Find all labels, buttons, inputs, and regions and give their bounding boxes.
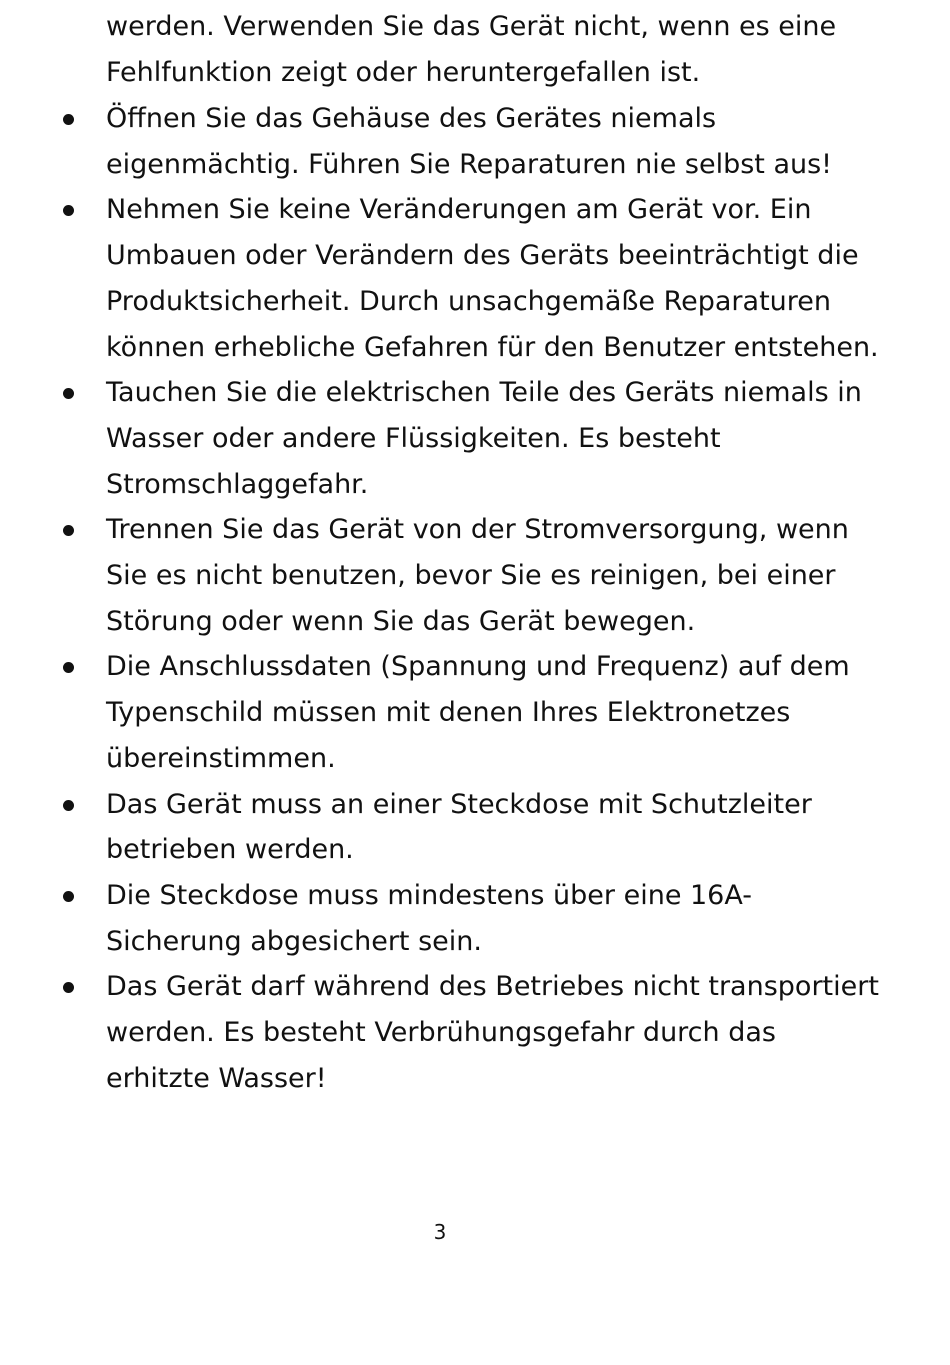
list-item-text: Die Anschlussdaten (Spannung und Frequenz) auf dem Typenschild müssen mit denen Ihres Elektronetzes übereinstimmen. bbox=[106, 651, 850, 774]
bullet-icon bbox=[63, 205, 74, 216]
list-item bbox=[0, 96, 886, 187]
bullet-icon bbox=[63, 388, 74, 399]
bullet-icon bbox=[63, 525, 74, 536]
list-item bbox=[0, 873, 886, 964]
list-item-text: Das Gerät muss an einer Steckdose mit Schutzleiter betrieben werden. bbox=[106, 788, 812, 866]
list-item bbox=[0, 507, 886, 644]
list-item bbox=[0, 644, 886, 781]
list-item bbox=[0, 187, 886, 370]
list-item bbox=[0, 964, 886, 1101]
list-item bbox=[0, 782, 886, 873]
list-item-text: Nehmen Sie keine Veränderungen am Gerät vor. Ein Umbauen oder Verändern des Geräts beeinträchtigt die Produktsicherheit. Durch unsachgemäße Reparaturen können erhebliche Gefahren für den Benutzer entstehen. bbox=[106, 194, 879, 363]
list-item-text: Die Steckdose muss mindestens über eine 16A-Sicherung abgesichert sein. bbox=[106, 879, 752, 957]
list-item-text: Trennen Sie das Gerät von der Stromversorgung, wenn Sie es nicht benutzen, bevor Sie es reinigen, bei einer Störung oder wenn Sie das Gerät bewegen. bbox=[106, 514, 849, 637]
page-number: 3 bbox=[433, 1220, 447, 1244]
bullet-icon bbox=[63, 982, 74, 993]
list-item-text: Tauchen Sie die elektrischen Teile des Geräts niemals in Wasser oder andere Flüssigkeiten. Es besteht Stromschlaggefahr. bbox=[106, 377, 862, 500]
bullet-icon bbox=[63, 114, 74, 125]
continuation-paragraph: werden. Verwenden Sie das Gerät nicht, wenn es eine Fehlfunktion zeigt oder heruntergefallen ist. bbox=[106, 11, 837, 88]
bullet-icon bbox=[63, 891, 74, 902]
list-item-text: Öffnen Sie das Gehäuse des Gerätes niemals eigenmächtig. Führen Sie Reparaturen nie selbst aus! bbox=[106, 103, 833, 180]
safety-bullet-list bbox=[0, 96, 950, 1101]
list-item bbox=[0, 370, 886, 507]
bullet-icon bbox=[63, 800, 74, 811]
list-item-text: Das Gerät darf während des Betriebes nicht transportiert werden. Es besteht Verbrühungsgefahr durch das erhitzte Wasser! bbox=[106, 971, 879, 1094]
bullet-icon bbox=[63, 662, 74, 673]
